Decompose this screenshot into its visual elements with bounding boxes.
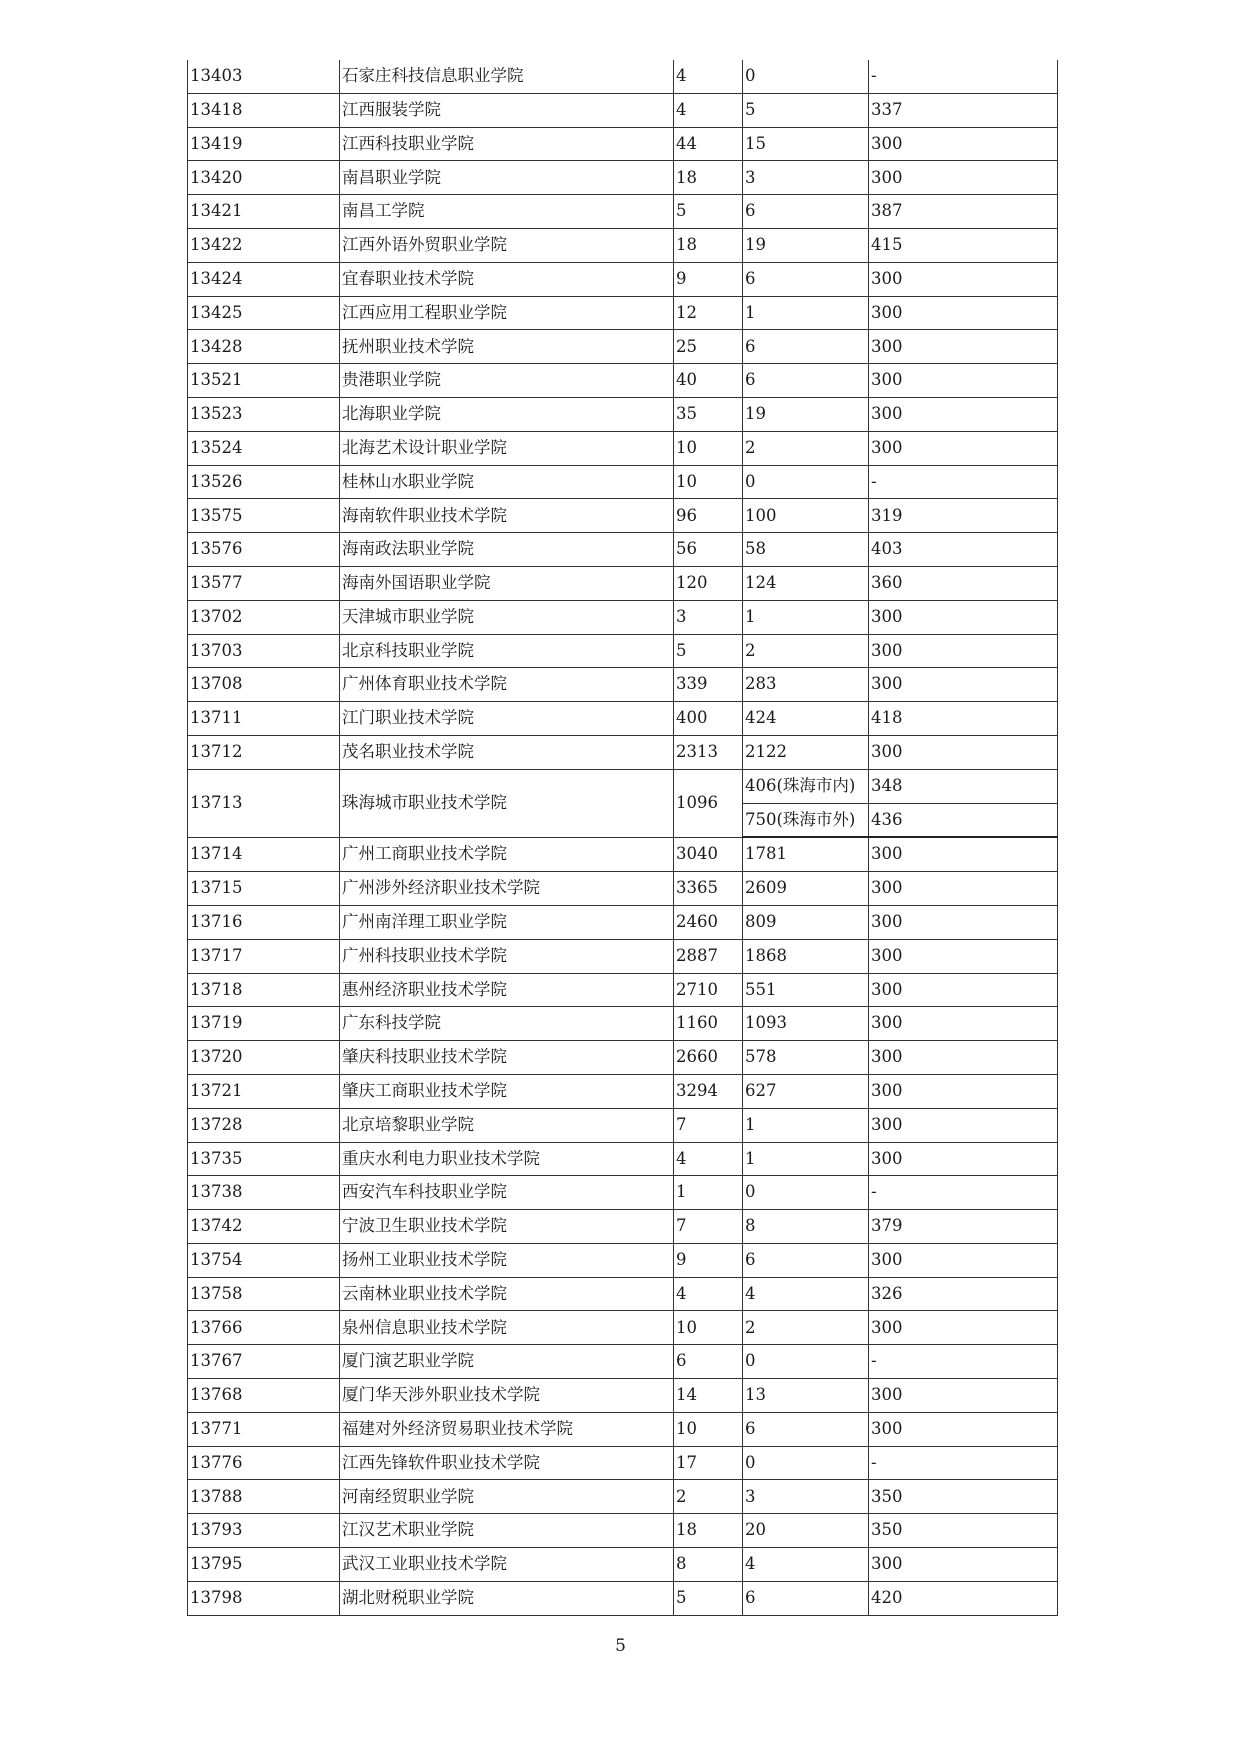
- planned-count-cell: 14: [674, 1379, 743, 1413]
- school-code-cell: 13721: [188, 1074, 340, 1108]
- school-code-cell: 13702: [188, 600, 340, 634]
- planned-count-cell: 400: [674, 702, 743, 736]
- school-code-cell: 13577: [188, 566, 340, 600]
- table-row: [188, 296, 1058, 330]
- table-row: [188, 1446, 1058, 1480]
- school-code-cell: 13712: [188, 735, 340, 769]
- admitted-count-cell: 124: [743, 566, 869, 600]
- admitted-count-cell: 1: [743, 1108, 869, 1142]
- admitted-count-cell: 1: [743, 1142, 869, 1176]
- planned-count-cell: 18: [674, 1514, 743, 1548]
- admitted-count-cell: 8: [743, 1210, 869, 1244]
- planned-count-cell: 7: [674, 1108, 743, 1142]
- table-row: [188, 533, 1058, 567]
- planned-count-cell: 3294: [674, 1074, 743, 1108]
- admitted-count-cell: 750(珠海市外): [743, 803, 869, 837]
- min-score-cell: 360: [869, 566, 1058, 600]
- admitted-count-cell: 5: [743, 93, 869, 127]
- school-name-cell: 厦门华天涉外职业技术学院: [340, 1379, 674, 1413]
- admitted-count-cell: 809: [743, 905, 869, 939]
- planned-count-cell: 1: [674, 1176, 743, 1210]
- planned-count-cell: 3040: [674, 837, 743, 871]
- school-code-cell: 13771: [188, 1412, 340, 1446]
- min-score-cell: 300: [869, 1074, 1058, 1108]
- admitted-count-cell: 6: [743, 364, 869, 398]
- school-code-cell: 13713: [188, 769, 340, 837]
- school-code-cell: 13720: [188, 1041, 340, 1075]
- school-code-cell: 13776: [188, 1446, 340, 1480]
- min-score-cell: 350: [869, 1480, 1058, 1514]
- table-row: [188, 397, 1058, 431]
- planned-count-cell: 5: [674, 1581, 743, 1615]
- min-score-cell: 300: [869, 1108, 1058, 1142]
- school-name-cell: 广州体育职业技术学院: [340, 668, 674, 702]
- min-score-cell: 436: [869, 803, 1058, 837]
- min-score-cell: 300: [869, 330, 1058, 364]
- min-score-cell: 300: [869, 431, 1058, 465]
- planned-count-cell: 18: [674, 228, 743, 262]
- min-score-cell: 300: [869, 1142, 1058, 1176]
- admitted-count-cell: 627: [743, 1074, 869, 1108]
- planned-count-cell: 40: [674, 364, 743, 398]
- min-score-cell: 300: [869, 634, 1058, 668]
- admitted-count-cell: 283: [743, 668, 869, 702]
- planned-count-cell: 44: [674, 127, 743, 161]
- table-row: [188, 465, 1058, 499]
- school-code-cell: 13766: [188, 1311, 340, 1345]
- admitted-count-cell: 2122: [743, 735, 869, 769]
- admitted-count-cell: 1781: [743, 837, 869, 871]
- school-name-cell: 湖北财税职业学院: [340, 1581, 674, 1615]
- planned-count-cell: 25: [674, 330, 743, 364]
- table-row: [188, 1412, 1058, 1446]
- school-name-cell: 天津城市职业学院: [340, 600, 674, 634]
- school-name-cell: 宜春职业技术学院: [340, 262, 674, 296]
- planned-count-cell: 2: [674, 1480, 743, 1514]
- school-code-cell: 13728: [188, 1108, 340, 1142]
- min-score-cell: 403: [869, 533, 1058, 567]
- school-code-cell: 13524: [188, 431, 340, 465]
- admitted-count-cell: 6: [743, 262, 869, 296]
- min-score-cell: -: [869, 465, 1058, 499]
- planned-count-cell: 4: [674, 60, 743, 93]
- school-code-cell: 13795: [188, 1548, 340, 1582]
- school-name-cell: 惠州经济职业技术学院: [340, 973, 674, 1007]
- school-name-cell: 广州南洋理工职业学院: [340, 905, 674, 939]
- admitted-count-cell: 2: [743, 634, 869, 668]
- table-row: [188, 364, 1058, 398]
- school-name-cell: 江西服装学院: [340, 93, 674, 127]
- table-row: [188, 1210, 1058, 1244]
- school-name-cell: 海南外国语职业学院: [340, 566, 674, 600]
- min-score-cell: 300: [869, 127, 1058, 161]
- admitted-count-cell: 0: [743, 1345, 869, 1379]
- school-name-cell: 海南政法职业学院: [340, 533, 674, 567]
- table-row: [188, 262, 1058, 296]
- min-score-cell: 300: [869, 600, 1058, 634]
- table-row: [188, 1277, 1058, 1311]
- min-score-cell: -: [869, 1446, 1058, 1480]
- min-score-cell: -: [869, 60, 1058, 93]
- school-name-cell: 江西外语外贸职业学院: [340, 228, 674, 262]
- table-row: [188, 735, 1058, 769]
- table-row: [188, 127, 1058, 161]
- min-score-cell: 300: [869, 1243, 1058, 1277]
- admitted-count-cell: 4: [743, 1277, 869, 1311]
- admitted-count-cell: 1: [743, 600, 869, 634]
- planned-count-cell: 56: [674, 533, 743, 567]
- table-row: [188, 837, 1058, 871]
- admitted-count-cell: 0: [743, 1446, 869, 1480]
- table-row: [188, 1041, 1058, 1075]
- school-name-cell: 广州工商职业技术学院: [340, 837, 674, 871]
- min-score-cell: 300: [869, 1412, 1058, 1446]
- admitted-count-cell: 3: [743, 161, 869, 195]
- school-code-cell: 13711: [188, 702, 340, 736]
- min-score-cell: 420: [869, 1581, 1058, 1615]
- school-code-cell: 13708: [188, 668, 340, 702]
- table-row: [188, 702, 1058, 736]
- school-name-cell: 桂林山水职业学院: [340, 465, 674, 499]
- school-code-cell: 13418: [188, 93, 340, 127]
- school-name-cell: 西安汽车科技职业学院: [340, 1176, 674, 1210]
- school-name-cell: 泉州信息职业技术学院: [340, 1311, 674, 1345]
- school-code-cell: 13420: [188, 161, 340, 195]
- school-name-cell: 肇庆工商职业技术学院: [340, 1074, 674, 1108]
- min-score-cell: 300: [869, 397, 1058, 431]
- min-score-cell: 300: [869, 1041, 1058, 1075]
- school-name-cell: 扬州工业职业技术学院: [340, 1243, 674, 1277]
- planned-count-cell: 10: [674, 465, 743, 499]
- table-row: [188, 1514, 1058, 1548]
- school-code-cell: 13719: [188, 1007, 340, 1041]
- school-name-cell: 江汉艺术职业学院: [340, 1514, 674, 1548]
- table-row: [188, 1379, 1058, 1413]
- admitted-count-cell: 13: [743, 1379, 869, 1413]
- planned-count-cell: 18: [674, 161, 743, 195]
- school-code-cell: 13793: [188, 1514, 340, 1548]
- min-score-cell: 300: [869, 973, 1058, 1007]
- school-code-cell: 13738: [188, 1176, 340, 1210]
- school-code-cell: 13428: [188, 330, 340, 364]
- school-name-cell: 珠海城市职业技术学院: [340, 769, 674, 837]
- admitted-count-cell: 1093: [743, 1007, 869, 1041]
- min-score-cell: 300: [869, 872, 1058, 906]
- school-name-cell: 海南软件职业技术学院: [340, 499, 674, 533]
- table-row: [188, 1007, 1058, 1041]
- school-name-cell: 北京培黎职业学院: [340, 1108, 674, 1142]
- table-row: [188, 60, 1058, 93]
- planned-count-cell: 3: [674, 600, 743, 634]
- min-score-cell: 300: [869, 668, 1058, 702]
- planned-count-cell: 4: [674, 93, 743, 127]
- table-row: [188, 431, 1058, 465]
- min-score-cell: -: [869, 1176, 1058, 1210]
- table-row: [188, 1480, 1058, 1514]
- admitted-count-cell: 6: [743, 1243, 869, 1277]
- min-score-cell: 300: [869, 939, 1058, 973]
- school-code-cell: 13735: [188, 1142, 340, 1176]
- school-name-cell: 石家庄科技信息职业学院: [340, 60, 674, 93]
- min-score-cell: 300: [869, 262, 1058, 296]
- table-row: [188, 161, 1058, 195]
- admitted-count-cell: 0: [743, 465, 869, 499]
- planned-count-cell: 12: [674, 296, 743, 330]
- admitted-count-cell: 551: [743, 973, 869, 1007]
- planned-count-cell: 3365: [674, 872, 743, 906]
- school-code-cell: 13798: [188, 1581, 340, 1615]
- admitted-count-cell: 100: [743, 499, 869, 533]
- planned-count-cell: 10: [674, 431, 743, 465]
- admitted-count-cell: 2609: [743, 872, 869, 906]
- min-score-cell: 387: [869, 195, 1058, 229]
- planned-count-cell: 1160: [674, 1007, 743, 1041]
- min-score-cell: 300: [869, 296, 1058, 330]
- planned-count-cell: 2460: [674, 905, 743, 939]
- school-code-cell: 13703: [188, 634, 340, 668]
- table-row: [188, 872, 1058, 906]
- school-code-cell: 13575: [188, 499, 340, 533]
- table-row: [188, 634, 1058, 668]
- admitted-count-cell: 2: [743, 1311, 869, 1345]
- table-row: [188, 1108, 1058, 1142]
- school-code-cell: 13714: [188, 837, 340, 871]
- planned-count-cell: 8: [674, 1548, 743, 1582]
- admitted-count-cell: 1: [743, 296, 869, 330]
- school-code-cell: 13717: [188, 939, 340, 973]
- table-row: [188, 499, 1058, 533]
- admitted-count-cell: 15: [743, 127, 869, 161]
- table-row: [188, 668, 1058, 702]
- admitted-count-cell: 406(珠海市内): [743, 769, 869, 803]
- table-row: [188, 566, 1058, 600]
- admitted-count-cell: 19: [743, 228, 869, 262]
- table-row: [188, 1548, 1058, 1582]
- min-score-cell: 418: [869, 702, 1058, 736]
- school-code-cell: 13421: [188, 195, 340, 229]
- school-code-cell: 13422: [188, 228, 340, 262]
- min-score-cell: 300: [869, 1548, 1058, 1582]
- school-name-cell: 茂名职业技术学院: [340, 735, 674, 769]
- school-name-cell: 广州涉外经济职业技术学院: [340, 872, 674, 906]
- planned-count-cell: 9: [674, 1243, 743, 1277]
- planned-count-cell: 2887: [674, 939, 743, 973]
- planned-count-cell: 96: [674, 499, 743, 533]
- school-name-cell: 贵港职业学院: [340, 364, 674, 398]
- school-code-cell: 13758: [188, 1277, 340, 1311]
- school-name-cell: 江门职业技术学院: [340, 702, 674, 736]
- school-code-cell: 13403: [188, 60, 340, 93]
- planned-count-cell: 2313: [674, 735, 743, 769]
- school-code-cell: 13419: [188, 127, 340, 161]
- table-row: [188, 939, 1058, 973]
- table-row: [188, 1243, 1058, 1277]
- min-score-cell: 337: [869, 93, 1058, 127]
- school-name-cell: 武汉工业职业技术学院: [340, 1548, 674, 1582]
- admitted-count-cell: 58: [743, 533, 869, 567]
- school-code-cell: 13425: [188, 296, 340, 330]
- school-name-cell: 南昌工学院: [340, 195, 674, 229]
- planned-count-cell: 1096: [674, 769, 743, 837]
- table-row: [188, 973, 1058, 1007]
- school-code-cell: 13523: [188, 397, 340, 431]
- min-score-cell: 300: [869, 161, 1058, 195]
- school-name-cell: 北海职业学院: [340, 397, 674, 431]
- admitted-count-cell: 6: [743, 1412, 869, 1446]
- min-score-cell: -: [869, 1345, 1058, 1379]
- planned-count-cell: 120: [674, 566, 743, 600]
- table-row: [188, 1142, 1058, 1176]
- school-code-cell: 13718: [188, 973, 340, 1007]
- table-row: [188, 905, 1058, 939]
- school-name-cell: 厦门演艺职业学院: [340, 1345, 674, 1379]
- school-code-cell: 13716: [188, 905, 340, 939]
- school-code-cell: 13424: [188, 262, 340, 296]
- min-score-cell: 326: [869, 1277, 1058, 1311]
- planned-count-cell: 6: [674, 1345, 743, 1379]
- admitted-count-cell: 0: [743, 1176, 869, 1210]
- planned-count-cell: 5: [674, 195, 743, 229]
- min-score-cell: 350: [869, 1514, 1058, 1548]
- school-code-cell: 13788: [188, 1480, 340, 1514]
- admitted-count-cell: 6: [743, 1581, 869, 1615]
- admitted-count-cell: 19: [743, 397, 869, 431]
- school-name-cell: 云南林业职业技术学院: [340, 1277, 674, 1311]
- school-name-cell: 广东科技学院: [340, 1007, 674, 1041]
- school-code-cell: 13526: [188, 465, 340, 499]
- min-score-cell: 300: [869, 1311, 1058, 1345]
- school-code-cell: 13768: [188, 1379, 340, 1413]
- planned-count-cell: 339: [674, 668, 743, 702]
- planned-count-cell: 9: [674, 262, 743, 296]
- table-row: [188, 1581, 1058, 1615]
- school-code-cell: 13521: [188, 364, 340, 398]
- planned-count-cell: 10: [674, 1412, 743, 1446]
- school-name-cell: 宁波卫生职业技术学院: [340, 1210, 674, 1244]
- table-row: [188, 195, 1058, 229]
- min-score-cell: 300: [869, 1007, 1058, 1041]
- min-score-cell: 348: [869, 769, 1058, 803]
- school-code-cell: 13742: [188, 1210, 340, 1244]
- table-row: [188, 330, 1058, 364]
- admitted-count-cell: 2: [743, 431, 869, 465]
- admitted-count-cell: 1868: [743, 939, 869, 973]
- admitted-count-cell: 0: [743, 60, 869, 93]
- table-row: [188, 93, 1058, 127]
- admitted-count-cell: 3: [743, 1480, 869, 1514]
- planned-count-cell: 5: [674, 634, 743, 668]
- school-name-cell: 福建对外经济贸易职业技术学院: [340, 1412, 674, 1446]
- school-code-cell: 13715: [188, 872, 340, 906]
- school-code-cell: 13576: [188, 533, 340, 567]
- admitted-count-cell: 4: [743, 1548, 869, 1582]
- table-row: [188, 600, 1058, 634]
- planned-count-cell: 10: [674, 1311, 743, 1345]
- school-name-cell: 广州科技职业技术学院: [340, 939, 674, 973]
- min-score-cell: 319: [869, 499, 1058, 533]
- school-code-cell: 13767: [188, 1345, 340, 1379]
- planned-count-cell: 4: [674, 1142, 743, 1176]
- planned-count-cell: 4: [674, 1277, 743, 1311]
- admitted-count-cell: 6: [743, 330, 869, 364]
- admitted-count-cell: 578: [743, 1041, 869, 1075]
- table-row: [188, 228, 1058, 262]
- planned-count-cell: 35: [674, 397, 743, 431]
- min-score-cell: 300: [869, 905, 1058, 939]
- school-name-cell: 南昌职业学院: [340, 161, 674, 195]
- admission-table: [187, 60, 1058, 1616]
- planned-count-cell: 7: [674, 1210, 743, 1244]
- planned-count-cell: 2710: [674, 973, 743, 1007]
- admitted-count-cell: 20: [743, 1514, 869, 1548]
- table-row: [188, 1176, 1058, 1210]
- school-name-cell: 江西应用工程职业学院: [340, 296, 674, 330]
- min-score-cell: 415: [869, 228, 1058, 262]
- school-name-cell: 北海艺术设计职业学院: [340, 431, 674, 465]
- page-number: 5: [615, 1636, 626, 1656]
- school-name-cell: 肇庆科技职业技术学院: [340, 1041, 674, 1075]
- planned-count-cell: 17: [674, 1446, 743, 1480]
- table-row-split: [188, 769, 1058, 803]
- min-score-cell: 300: [869, 735, 1058, 769]
- school-name-cell: 河南经贸职业学院: [340, 1480, 674, 1514]
- table-row: [188, 1074, 1058, 1108]
- min-score-cell: 300: [869, 837, 1058, 871]
- min-score-cell: 300: [869, 1379, 1058, 1413]
- school-name-cell: 江西先锋软件职业技术学院: [340, 1446, 674, 1480]
- admitted-count-cell: 424: [743, 702, 869, 736]
- school-name-cell: 北京科技职业学院: [340, 634, 674, 668]
- table-row: [188, 1345, 1058, 1379]
- school-name-cell: 江西科技职业学院: [340, 127, 674, 161]
- school-code-cell: 13754: [188, 1243, 340, 1277]
- planned-count-cell: 2660: [674, 1041, 743, 1075]
- min-score-cell: 379: [869, 1210, 1058, 1244]
- school-name-cell: 抚州职业技术学院: [340, 330, 674, 364]
- admitted-count-cell: 6: [743, 195, 869, 229]
- min-score-cell: 300: [869, 364, 1058, 398]
- school-name-cell: 重庆水利电力职业技术学院: [340, 1142, 674, 1176]
- table-row: [188, 1311, 1058, 1345]
